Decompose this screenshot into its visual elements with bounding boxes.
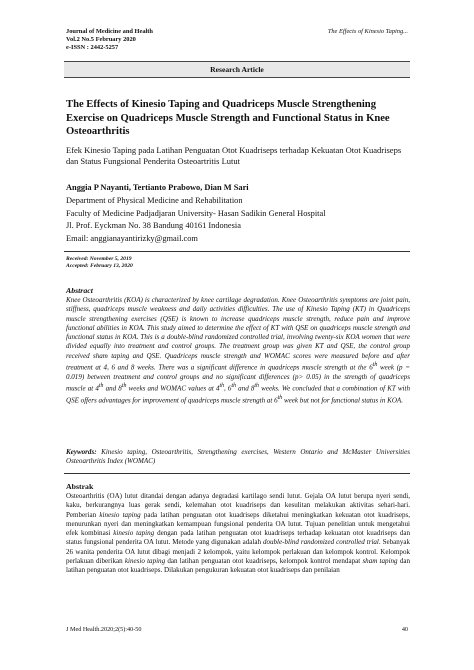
abstract-english: [66, 296, 410, 405]
abstrak-text: pada latihan penguatan otot kuadriseps diketahui meningkatkan kekuatan otot kuadriseps, menurunkan nyeri dan meningkatkan kemampuan fungsional penderita OA lutut. Tujuan penelitian untuk mengetahui efek kombinasi: [66, 510, 410, 538]
abstract-text: weeks. We concluded that a combination of KT with QSE offers advantages for improvement of quadriceps muscle strength at 6: [66, 384, 410, 404]
received-date: Received: November 5, 2019: [66, 256, 132, 262]
affiliation-faculty: Faculty of Medicine Padjadjaran University- Hasan Sadikin General Hospital: [66, 208, 326, 218]
abstrak-text: dan latihan penguatan otot kuadriseps, kelompok kontrol mendapat: [165, 557, 363, 566]
accepted-date: Accepted: February 13, 2020: [66, 263, 133, 270]
superscript: th: [372, 362, 378, 369]
abstrak-text: sham taping: [362, 557, 398, 566]
divider-top: [64, 251, 410, 252]
abstract-text: weeks and WOMAC values at 4: [126, 384, 220, 393]
abstract-text: (KT) in Quadriceps muscle strengthening exercises (QSE) is known to increase quadriceps muscle strength, reduce pain and improve functional abilities in KOA. This study aimed to determine the effect of KT with QSE on quadriceps muscle strength and functional status in KOA. This is a double-blind randomized controlled trial, involving twenty-six KOA women that were divided equally into treatment and control groups. The treatment group was given KT and QSE, the control group received sham taping and QSE. Quadriceps muscle strength and WOMAC scores were measured before and after treatment at 4, 6 and 8 weeks. There was a significant difference in quadriceps muscle strength at the 6: [66, 305, 410, 372]
superscript: th: [254, 383, 259, 390]
abstrak-text: kinesio taping: [113, 529, 155, 538]
article-title: The Effects of Kinesio Taping and Quadriceps Muscle Strengthening Exercise on Quadriceps Muscle Strength and Functional Status in Knee Osteoarthritis: [66, 99, 390, 138]
superscript: th: [219, 383, 225, 390]
abstrak-text: dan latihan penguatan otot kuadriseps. Dilakukan pengukuran kekuatan otot kuadriseps dan penilaian: [66, 557, 410, 575]
abstrak-indonesian: [66, 492, 410, 576]
abstract-heading: Abstract: [66, 286, 93, 295]
superscript: th: [231, 383, 237, 390]
abstract-text: Kinesio Taping: [306, 305, 350, 314]
article-dates: [66, 256, 133, 271]
journal-issn: e-ISSN : 2442-5257: [66, 44, 119, 52]
abstract-text: and 8: [103, 384, 122, 393]
abstract-text: week (p = 0.019) between treatment and control groups and no significant differences (p> 0.05) in the strength of quadriceps muscle at 4: [66, 363, 411, 393]
abstrak-text: kinesio taping: [124, 557, 166, 566]
divider-middle: [64, 473, 410, 474]
journal-name: Journal of Medicine and Health: [66, 28, 153, 35]
keywords-text: Kinesio taping, Osteoarthritis, Strengthening exercises, Western Ontario and McMaster Universities Osteoarthritis Index (WOMAC): [66, 448, 410, 466]
abstrak-text: dengan pada latihan penguatan otot kuadriseps terhadap kekuatan otot kuadriseps dan status fungsional penderita OA lutut. Metode yang digunakan adalah: [66, 529, 410, 547]
affiliation-department: Department of Physical Medicine and Rehabilitation: [66, 196, 243, 205]
superscript: th: [277, 394, 283, 401]
journal-volume: Vol.2 No.5 February 2020: [66, 36, 136, 44]
affiliation: [66, 195, 410, 245]
abstrak-text: double-blind randomized controlled trial: [262, 538, 379, 547]
running-title: The Effects of Kinesio Taping...: [327, 28, 408, 35]
keywords: [66, 448, 410, 467]
abstrak-text: Osteoarthritis (OA) lutut ditandai dengan adanya degradasi kartilago sendi lutut. Gejala OA lutut berupa nyeri sendi, kaku, berkurangnya luas gerak sendi, kelemahan otot kuadriseps dan kesulitan melakukan aktivitas sehari-hari. Pemberian: [66, 492, 410, 519]
affiliation-email[interactable]: Email: anggianayantirizky@gmail.com: [66, 233, 198, 243]
abstrak-heading: Abstrak: [66, 482, 94, 491]
keywords-label: Keywords:: [66, 448, 97, 456]
abstract-text: week but not for functional status in KOA.: [282, 396, 403, 404]
abstract-text: , 6: [224, 384, 232, 393]
abstrak-text: kinesio taping: [99, 510, 141, 519]
abstract-text: and 8: [236, 384, 255, 393]
abstract-text: Knee Osteoarthritis (KOA) is characterized by knee cartilage degradation. Knee Osteoarthritis symptoms are joint pain, stiffness, quadriceps muscle weakness and daily activities difficulties. The use of: [66, 296, 410, 314]
article-title-indonesian: Efek Kinesio Taping pada Latihan Penguatan Otot Kuadriseps terhadap Kekuatan Otot Kuadriseps dan Status Fungsional Penderita Osteoartritis Lutut: [66, 145, 402, 166]
superscript: th: [121, 383, 127, 390]
affiliation-address: Jl. Prof. Eyckman No. 38 Bandung 40161 Indonesia: [66, 221, 241, 231]
article-type-banner: Research Article: [64, 61, 410, 78]
author-list: Anggia P Nayanti, Tertianto Prabowo, Dian M Sari: [66, 183, 249, 192]
superscript: th: [98, 383, 104, 390]
page-number: 40: [401, 626, 408, 633]
abstrak-text: . Sebanyak 26 wanita penderita OA lutut dibagi menjadi 2 kelompok, yaitu kelompok perlakuan dan kelompok kontrol. Kelompok perlakuan diberikan: [66, 538, 411, 566]
journal-header: [66, 28, 153, 53]
footer-citation: J Med Health.2020;2(5):40-50: [66, 626, 142, 633]
